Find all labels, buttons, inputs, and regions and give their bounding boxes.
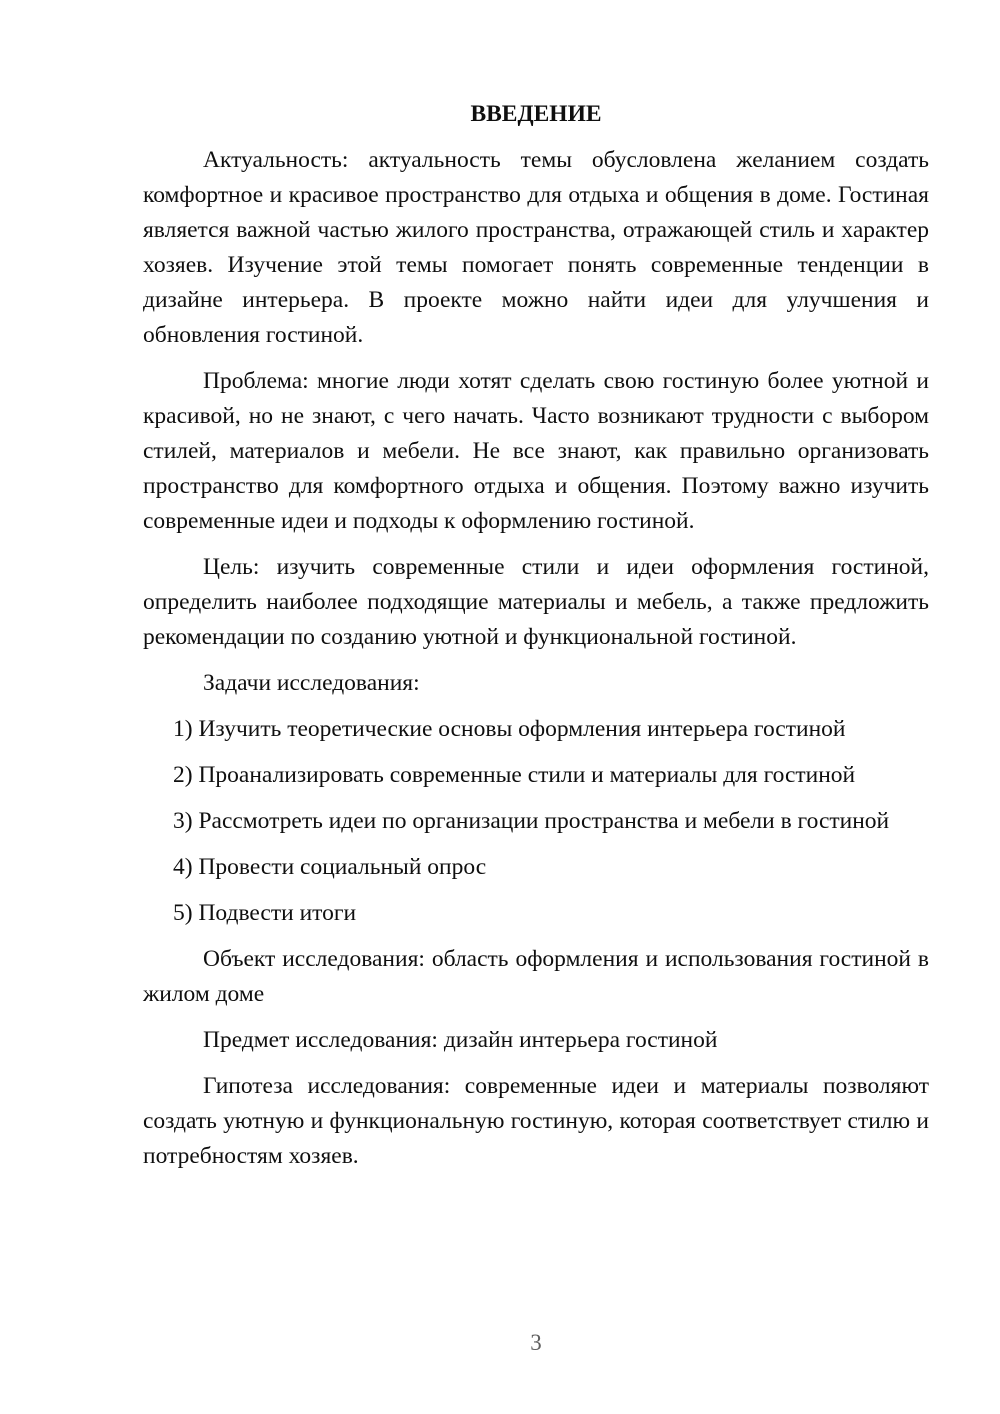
task-list-item: 2) Проанализировать современные стили и материалы для гостиной [173, 762, 856, 788]
page-title: ВВЕДЕНИЕ [470, 101, 602, 127]
paragraph: Объект исследования: область оформления и использования гостиной в жилом доме [143, 946, 929, 1007]
task-list-item: 3) Рассмотреть идеи по организации пространства и мебели в гостиной [173, 808, 890, 834]
paragraph: Актуальность: актуальность темы обусловлена желанием создать комфортное и красивое пространство для отдыха и общения в доме. Гостиная является важной частью жилого пространства, отражающей стиль и характер хозяев. Изучение этой темы помогает понять современные тенденции в дизайне интерьера. В проекте можно найти идеи для улучшения и обновления гостиной. [143, 147, 929, 348]
paragraph: Цель: изучить современные стили и идеи оформления гостиной, определить наиболее подходящие материалы и мебель, а также предложить рекомендации по созданию уютной и функциональной гостиной. [143, 554, 929, 650]
paragraph-container [143, 143, 929, 1174]
task-list-item: 5) Подвести итоги [173, 900, 357, 926]
page-content [143, 97, 929, 1185]
paragraph: Задачи исследования: [203, 670, 420, 696]
task-list-item: 1) Изучить теоретические основы оформления интерьера гостиной [173, 716, 846, 742]
paragraph: Предмет исследования: дизайн интерьера гостиной [203, 1027, 718, 1053]
paragraph: Проблема: многие люди хотят сделать свою гостиную более уютной и красивой, но не знают, с чего начать. Часто возникают трудности с выбором стилей, материалов и мебели. Не все знают, как правильно организовать пространство для комфортного отдыха и общения. Поэтому важно изучить современные идеи и подходы к оформлению гостиной. [143, 368, 929, 534]
paragraph: Гипотеза исследования: современные идеи и материалы позволяют создать уютную и функциональную гостиную, которая соответствует стилю и потребностям хозяев. [143, 1073, 929, 1169]
page-number: 3 [530, 1330, 542, 1355]
task-list-item: 4) Провести социальный опрос [173, 854, 487, 880]
